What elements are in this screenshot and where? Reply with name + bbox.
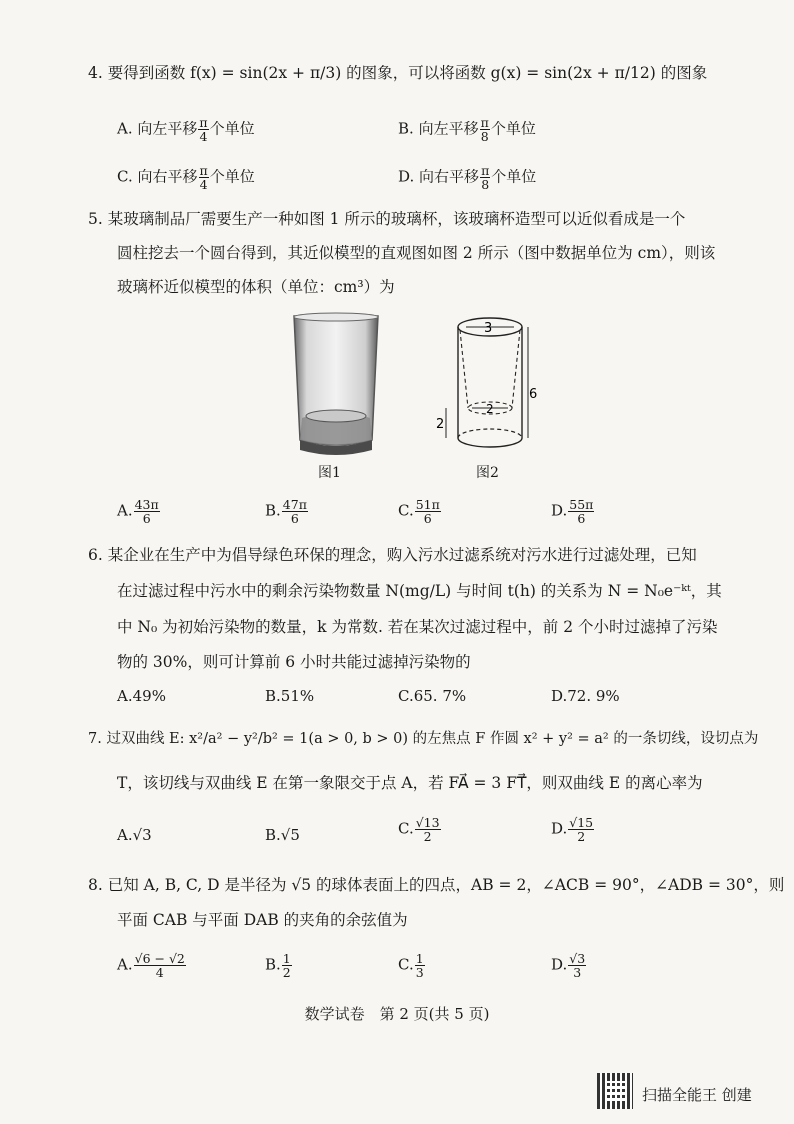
- q8-option-c: C. $\frac{1}{3}$: [398, 951, 424, 981]
- glass-photo-figure: [288, 310, 384, 462]
- figure-1-caption: 图1: [318, 465, 341, 481]
- scanner-watermark: 扫描全能王 创建: [642, 1086, 752, 1104]
- q7-line-2: T，该切线与双曲线 E 在第一象限交于点 A，若 FA⃗ = 3 FT⃗，则双曲线 E 的离心率为: [117, 774, 703, 792]
- fig2-top-label: 3: [484, 321, 493, 336]
- q4-option-b: B. 向左平移 $\frac{\pi}{8}$ 个单位: [398, 115, 536, 145]
- q6-option-c: C.65. 7%: [398, 687, 467, 705]
- q6-option-a: A.49%: [117, 687, 166, 705]
- q4-option-a: A. 向左平移 $\frac{\pi}{4}$ 个单位: [117, 115, 255, 145]
- page-footer: 数学试卷 第 2 页(共 5 页): [304, 1005, 490, 1023]
- q5-option-d: D. $\frac{55\pi}{6}$: [551, 497, 594, 527]
- q7-option-a: A.√3: [117, 826, 152, 844]
- q4-stem: 4. 要得到函数 f(x) = sin(2x + π/3) 的图象，可以将函数 g(x) = sin(2x + π/12) 的图象: [88, 64, 708, 82]
- q8-option-d: D. $\frac{√3}{3}$: [551, 951, 586, 981]
- q5-option-c: C. $\frac{51\pi}{6}$: [398, 497, 440, 527]
- q4-option-d: D. 向右平移 $\frac{\pi}{8}$ 个单位: [398, 163, 537, 193]
- fig2-depth-label: 2: [436, 417, 445, 432]
- qr-code-icon: [597, 1073, 633, 1109]
- q6-line-3: 中 N₀ 为初始污染物的数量，k 为常数. 若在某次过滤过程中，前 2 个小时过滤掉了污染: [117, 618, 718, 636]
- q5-line-1: 5. 某玻璃制品厂需要生产一种如图 1 所示的玻璃杯，该玻璃杯造型可以近似看成是一个: [88, 210, 686, 228]
- q6-line-4: 物的 30%，则可计算前 6 小时共能过滤掉污染物的: [117, 653, 471, 671]
- cylinder-model-figure: [438, 312, 538, 462]
- q8-line-2: 平面 CAB 与平面 DAB 的夹角的余弦值为: [117, 911, 408, 929]
- q5-line-3: 玻璃杯近似模型的体积（单位：cm³）为: [117, 278, 395, 296]
- figure-2-caption: 图2: [476, 465, 499, 481]
- q7-option-d: D. $\frac{√15}{2}$: [551, 815, 594, 845]
- q7-line-1: 7. 过双曲线 E: x²/a² − y²/b² = 1(a > 0, b > 0) 的左焦点 F 作圆 x² + y² = a² 的一条切线，设切点为: [88, 731, 759, 747]
- q6-option-b: B.51%: [265, 687, 315, 705]
- q5-option-b: B. $\frac{47\pi}{6}$: [265, 497, 307, 527]
- fig2-height-label: 6: [529, 387, 538, 402]
- q7-option-b: B.√5: [265, 826, 300, 844]
- q4-option-c: C. 向右平移 $\frac{\pi}{4}$ 个单位: [117, 163, 255, 193]
- fig2-bottom-label: 2: [486, 402, 494, 416]
- q6-line-2: 在过滤过程中污水中的剩余污染物数量 N(mg/L) 与时间 t(h) 的关系为 N = N₀e⁻ᵏᵗ，其: [117, 582, 722, 600]
- q5-option-a: A. $\frac{43\pi}{6}$: [117, 497, 159, 527]
- q7-option-c: C. $\frac{√13}{2}$: [398, 815, 440, 845]
- q8-option-a: A. $\frac{√6 - √2}{4}$: [117, 951, 185, 981]
- q8-line-1: 8. 已知 A, B, C, D 是半径为 √5 的球体表面上的四点，AB = 2，∠ACB = 90°，∠ADB = 30°，则: [88, 876, 785, 894]
- q6-option-d: D.72. 9%: [551, 687, 620, 705]
- q5-line-2: 圆柱挖去一个圆台得到，其近似模型的直观图如图 2 所示（图中数据单位为 cm），则该: [117, 244, 716, 262]
- q8-option-b: B. $\frac{1}{2}$: [265, 951, 291, 981]
- q6-line-1: 6. 某企业在生产中为倡导绿色环保的理念，购入污水过滤系统对污水进行过滤处理，已知: [88, 546, 697, 564]
